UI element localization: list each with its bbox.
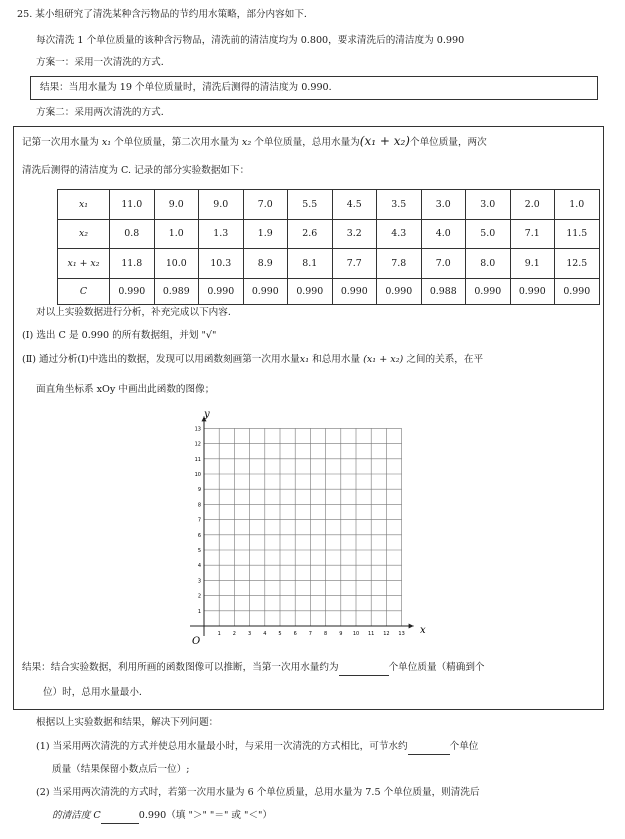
table-row xyxy=(58,278,600,304)
axes xyxy=(190,416,414,636)
table-cell: 4.3 xyxy=(377,219,422,249)
y-tick-label: 13 xyxy=(194,426,201,433)
result-two: 结果：结合实验数据，利用所画的函数图像可以推断，当第一次用水量约为 个单位质量（精确到个 xyxy=(22,661,485,676)
table-row xyxy=(58,190,600,220)
table-cell: 11.5 xyxy=(555,219,600,249)
question-two: (2) 当采用两次清洗的方式时，若第一次用水量为 6 个单位质量，总用水量为 7.5 个单位质量，则清洗后 xyxy=(36,787,480,798)
y-tick-label: 8 xyxy=(197,502,201,509)
x-axis-label: x xyxy=(420,625,426,636)
x-tick-label: 1 xyxy=(217,631,221,637)
table-cell: 1.3 xyxy=(199,219,244,249)
table-cell: 3.2 xyxy=(332,219,377,249)
table-cell: 9.0 xyxy=(154,190,199,220)
table-cell: 0.990 xyxy=(199,278,244,304)
x-axis-arrow xyxy=(409,624,414,629)
grid-lines xyxy=(204,428,402,626)
plan-two-description: 记第一次用水量为 x₁ 个单位质量，第二次用水量为 x₂ 个单位质量，总用水量为(x₁ + x₂)个单位质量，两次 xyxy=(22,134,487,148)
table-cell: 0.988 xyxy=(421,278,466,304)
x-tick-label: 7 xyxy=(308,631,312,637)
y-tick-label: 5 xyxy=(197,548,201,554)
x-tick-label: 12 xyxy=(383,631,390,637)
table-cell: 3.5 xyxy=(377,190,422,220)
table-cell: 8.1 xyxy=(288,249,333,279)
question-two-line2: 的清洁度 C 0.990（填 "＞" "＝" 或 "＜"） xyxy=(52,809,272,824)
answer-blank[interactable] xyxy=(339,661,389,676)
plan-two-description-line2: 清洗后测得的清洁度为 C. 记录的部分实验数据如下： xyxy=(22,165,250,176)
table-cell: 0.990 xyxy=(377,278,422,304)
table-cell: 0.990 xyxy=(110,278,155,304)
table-cell: 11.0 xyxy=(110,190,155,220)
y-tick-labels xyxy=(195,426,201,614)
y-tick-label: 3 xyxy=(197,578,201,585)
x-tick-label: 5 xyxy=(278,631,282,637)
y-tick-label: 1 xyxy=(197,608,201,615)
table-cell: 0.990 xyxy=(243,278,288,304)
row-header: x₁ + x₂ xyxy=(58,249,110,279)
result-two-line2: 位）时，总用水量最小． xyxy=(43,687,149,698)
table-cell: 10.0 xyxy=(154,249,199,279)
x-tick-label: 11 xyxy=(368,631,375,637)
table-cell: 10.3 xyxy=(199,249,244,279)
table-cell: 8.9 xyxy=(243,249,288,279)
table-cell: 4.5 xyxy=(332,190,377,220)
intro-text: 每次清洗 1 个单位质量的该种含污物品，清洗前的清洁度均为 0.800，要求清洗后的清洁度为 0.990 xyxy=(36,35,465,46)
table-cell: 7.0 xyxy=(421,249,466,279)
y-tick-label: 12 xyxy=(194,441,201,448)
y-tick-label: 11 xyxy=(194,456,201,463)
x-tick-label: 13 xyxy=(398,631,405,637)
table-cell: 0.8 xyxy=(110,219,155,249)
table-cell: 5.0 xyxy=(466,219,511,249)
question-title: 25. 某小组研究了清洗某种含污物品的节约用水策略，部分内容如下． xyxy=(17,9,314,20)
table-row xyxy=(58,219,600,249)
answer-blank[interactable] xyxy=(408,740,450,755)
y-tick-label: 7 xyxy=(197,517,201,524)
table-cell: 3.0 xyxy=(421,190,466,220)
table-cell: 9.1 xyxy=(510,249,555,279)
plan-one: 方案一：采用一次清洗的方式． xyxy=(36,57,171,68)
row-header: x₂ xyxy=(58,219,110,249)
x-tick-label: 2 xyxy=(232,631,236,637)
experiment-data-table xyxy=(57,189,600,305)
table-cell: 7.7 xyxy=(332,249,377,279)
row-header: x₁ xyxy=(58,190,110,220)
table-cell: 2.0 xyxy=(510,190,555,220)
table-cell: 2.6 xyxy=(288,219,333,249)
table-cell: 9.0 xyxy=(199,190,244,220)
table-cell: 0.990 xyxy=(510,278,555,304)
table-cell: 1.9 xyxy=(243,219,288,249)
x-tick-label: 10 xyxy=(352,631,360,637)
x-tick-label: 8 xyxy=(324,631,328,637)
plan-two: 方案二：采用两次清洗的方式． xyxy=(36,107,171,118)
question-one-line2: 质量（结果保留小数点后一位）; xyxy=(52,764,190,775)
answer-blank[interactable] xyxy=(101,809,139,824)
x-tick-labels xyxy=(218,631,405,637)
x-tick-label: 4 xyxy=(263,631,267,637)
table-cell: 0.990 xyxy=(288,278,333,304)
table-cell: 7.1 xyxy=(510,219,555,249)
table-cell: 1.0 xyxy=(154,219,199,249)
y-tick-label: 2 xyxy=(197,593,201,600)
coordinate-grid xyxy=(180,408,430,648)
table-row xyxy=(58,249,600,279)
part-two: (Ⅱ) 通过分析(Ⅰ)中选出的数据，发现可以用函数刻画第一次用水量x₁ 和总用水量 (x₁ + x₂) 之间的关系，在平 xyxy=(22,354,484,365)
table-cell: 0.990 xyxy=(466,278,511,304)
x-tick-label: 3 xyxy=(248,631,252,637)
table-cell: 3.0 xyxy=(466,190,511,220)
x-tick-label: 6 xyxy=(293,631,297,637)
table-cell: 12.5 xyxy=(555,249,600,279)
analysis-text: 对以上实验数据进行分析，补充完成以下内容． xyxy=(36,307,238,318)
table-cell: 7.0 xyxy=(243,190,288,220)
table-cell: 4.0 xyxy=(421,219,466,249)
table-cell: 0.990 xyxy=(555,278,600,304)
table-cell: 8.0 xyxy=(466,249,511,279)
row-header: C xyxy=(58,278,110,304)
y-tick-label: 4 xyxy=(197,563,201,570)
part-one: (Ⅰ) 选出 C 是 0.990 的所有数据组，并划 "√" xyxy=(22,330,217,341)
origin-label: O xyxy=(192,636,201,647)
y-tick-label: 6 xyxy=(197,532,201,539)
part-two-line2: 面直角坐标系 xOy 中画出此函数的图像； xyxy=(36,384,215,395)
y-tick-label: 10 xyxy=(194,472,201,478)
table-cell: 1.0 xyxy=(555,190,600,220)
followup-text: 根据以上实验数据和结果，解决下列问题： xyxy=(36,717,219,728)
y-tick-label: 9 xyxy=(197,487,201,494)
y-axis-label: y xyxy=(204,409,210,420)
table-cell: 7.8 xyxy=(377,249,422,279)
question-one: (1) 当采用两次清洗的方式并使总用水量最小时，与采用一次清洗的方式相比，可节水约 个单位 xyxy=(36,740,478,755)
table-cell: 11.8 xyxy=(110,249,155,279)
table-cell: 0.989 xyxy=(154,278,199,304)
result-one: 结果：当用水量为 19 个单位质量时，清洗后测得的清洁度为 0.990． xyxy=(40,82,339,93)
table-cell: 0.990 xyxy=(332,278,377,304)
x-tick-label: 9 xyxy=(339,631,343,637)
table-cell: 5.5 xyxy=(288,190,333,220)
